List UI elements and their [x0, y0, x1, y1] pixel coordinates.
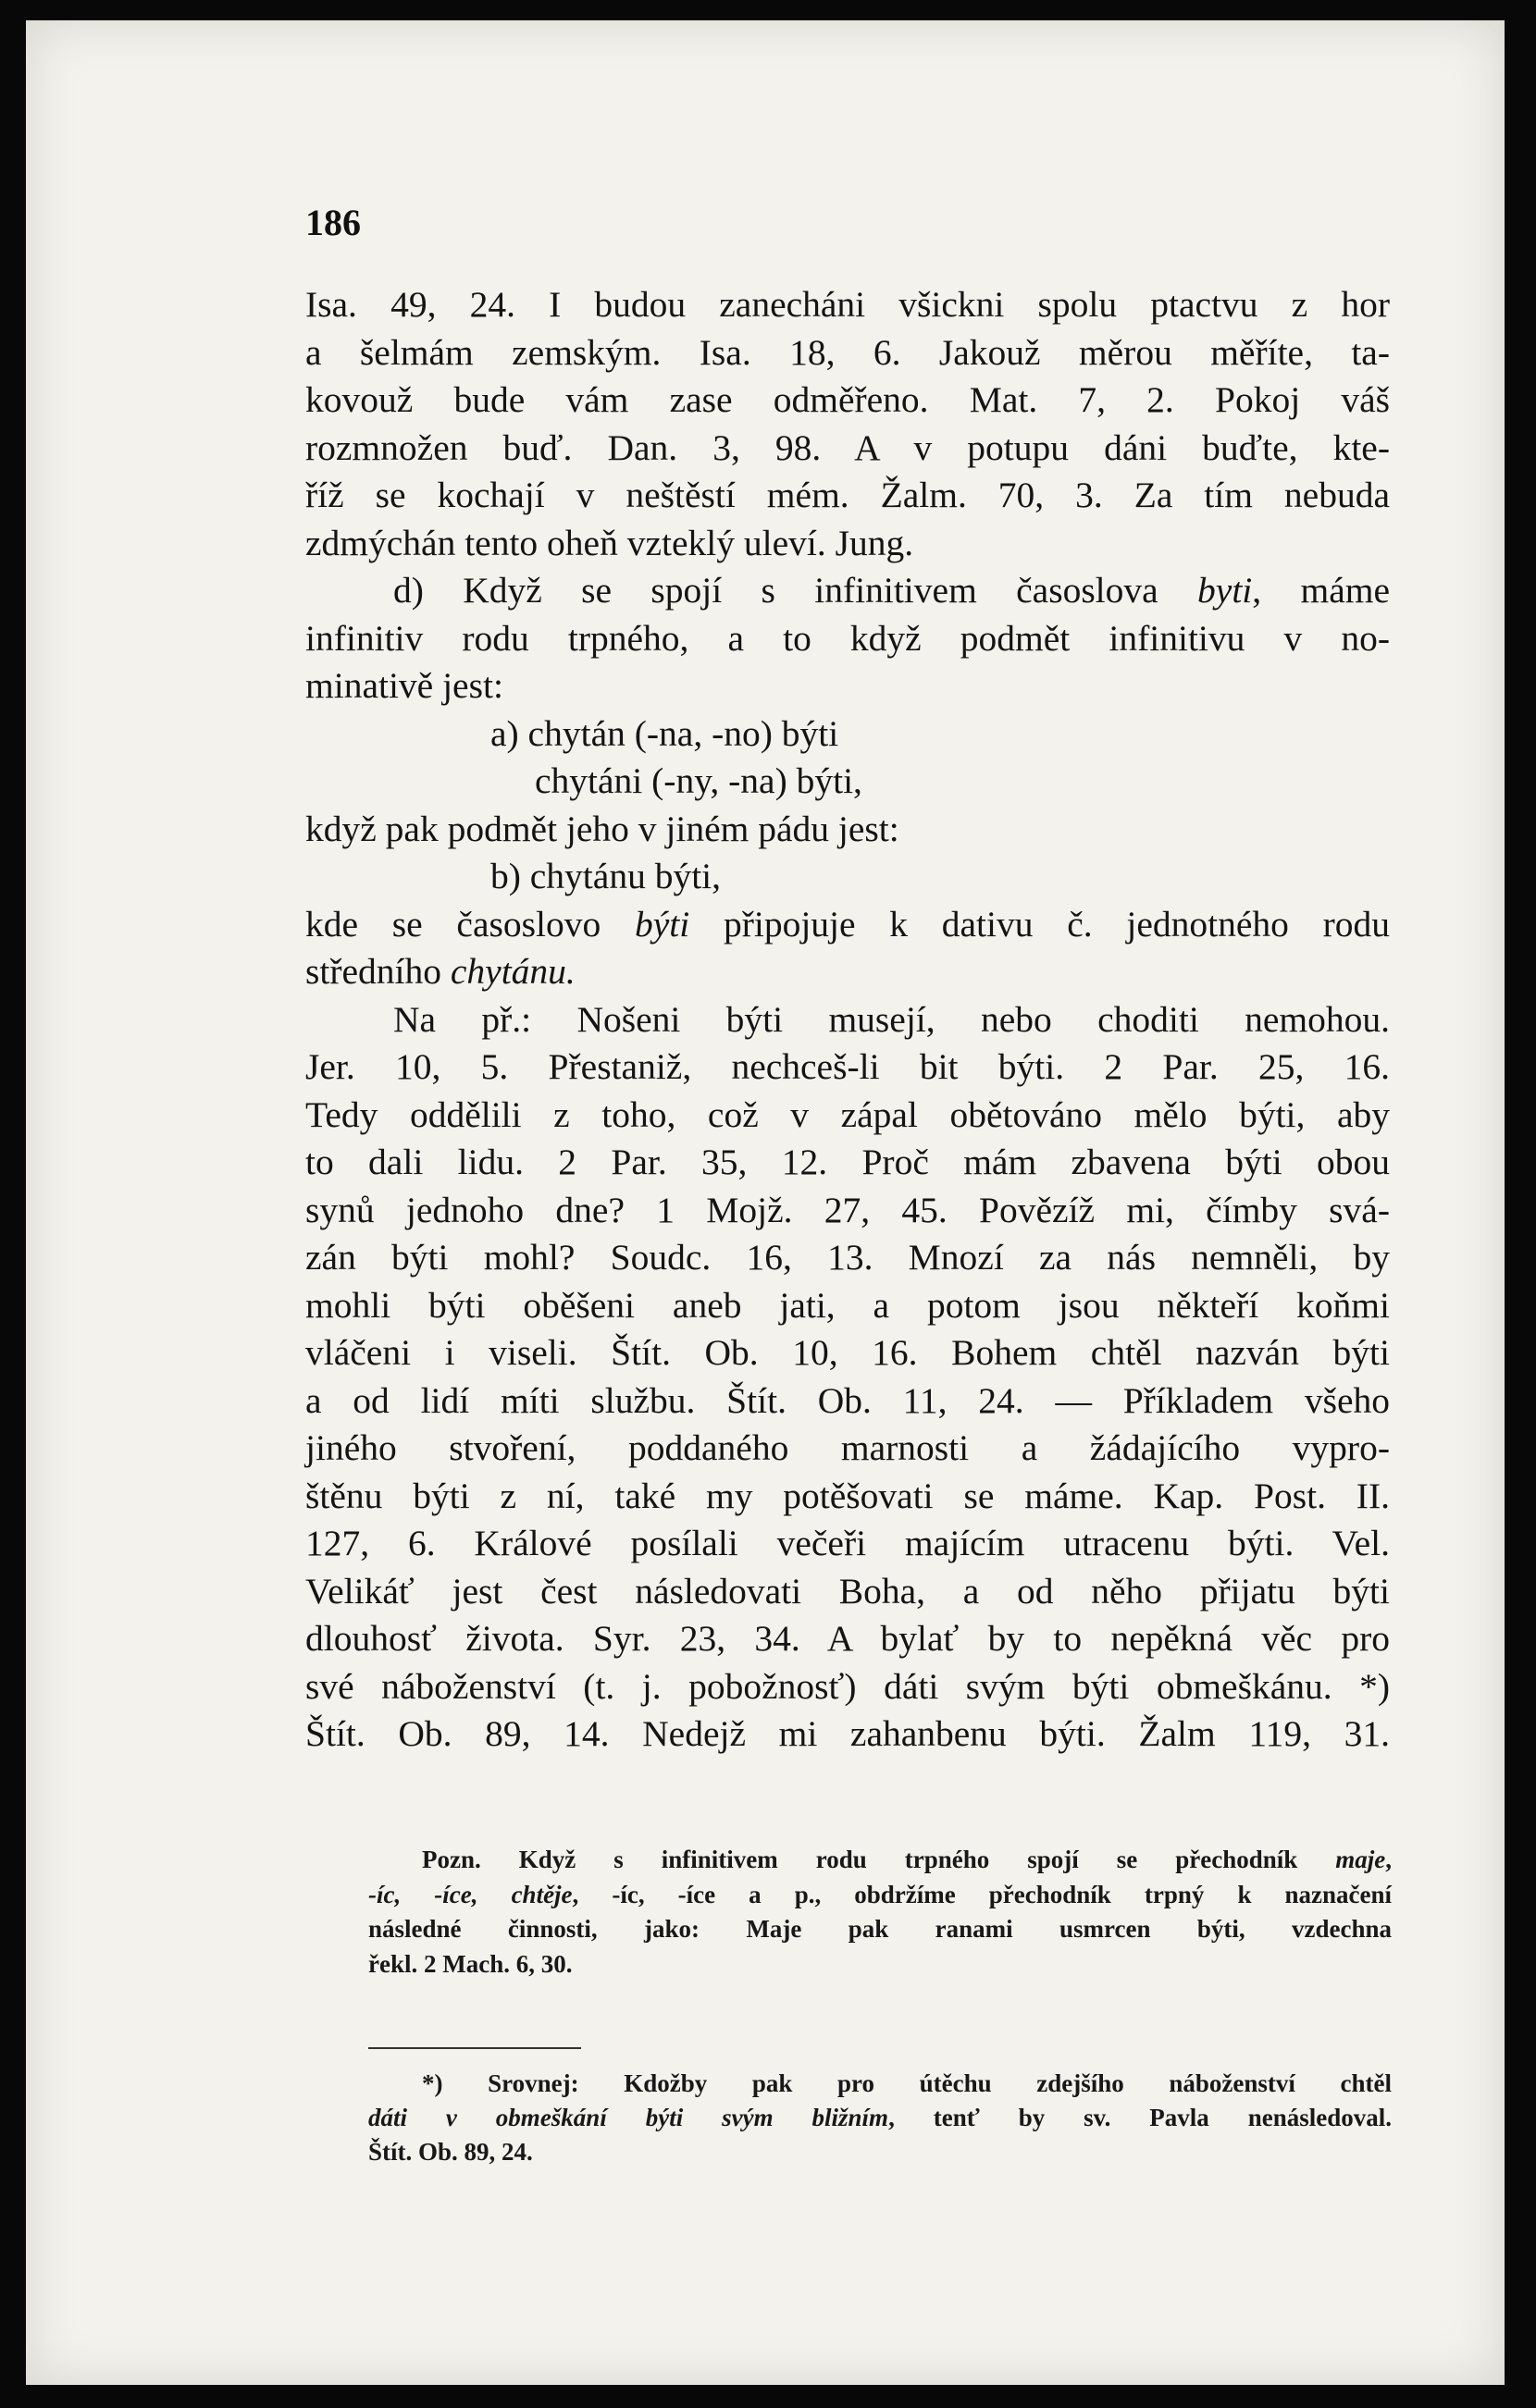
footnote-divider: [368, 2047, 581, 2049]
text-line: jiného stvoření, poddaného marnosti a žádajícího vypro-: [305, 1427, 1390, 1468]
text-line: Na př.: Nošeni býti musejí, nebo choditi nemohou.: [393, 998, 1390, 1040]
example-line: a) chytán (-na, -no) býti: [490, 712, 839, 754]
text-line: to dali lidu. 2 Par. 35, 12. Proč mám zbavena býti obou: [305, 1142, 1390, 1182]
example-line: chytáni (-ny, -na) býti,: [535, 760, 862, 801]
text-line: Isa. 49, 24. I budou zanecháni všickni spolu ptactvu z hor: [305, 284, 1390, 325]
italic-term: chtěje: [511, 1880, 573, 1908]
text-fragment: ,: [1385, 1846, 1393, 1873]
footnote-line: *) Srovnej: Kdožby pak pro útěchu zdejšího náboženství chtěl: [422, 2069, 1392, 2097]
example-line: b) chytánu býti,: [490, 856, 722, 896]
text-line: synů jednoho dne? 1 Mojž. 27, 45. Povězíž mi, čímby svá-: [305, 1189, 1390, 1230]
text-line: [305, 901, 1390, 949]
note-line: [368, 1843, 1392, 1878]
text-line: Jer. 10, 5. Přestaniž, nechceš-li bit býti. 2 Par. 25, 16.: [305, 1046, 1390, 1087]
italic-term: býti: [634, 903, 690, 945]
text-fragment: středního: [305, 951, 442, 992]
text-line: říž se kochají v neštěstí mém. Žalm. 70, 3. Za tím nebuda: [305, 475, 1390, 515]
text-line: dlouhosť života. Syr. 23, 34. A bylať by to nepěkná věc pro: [305, 1618, 1390, 1659]
main-text: [305, 281, 1390, 1759]
text-line: mohli býti oběšeni aneb jati, a potom jsou někteří koňmi: [305, 1284, 1390, 1326]
text-fragment: Pozn. Když s infinitivem rodu trpného spojí se přechodník: [422, 1846, 1298, 1873]
text-fragment: d) Když se spojí s infinitivem časoslova: [393, 570, 1158, 611]
text-line: rozmnožen buď. Dan. 3, 98. A v potupu dáni buďte, kte-: [305, 426, 1390, 468]
text-line: a šelmám zemským. Isa. 18, 6. Jakouž měrou měříte, ta-: [305, 331, 1390, 373]
text-line: vláčeni i viseli. Štít. Ob. 10, 16. Bohem chtěl nazván býti: [305, 1332, 1390, 1373]
italic-term: chytánu.: [450, 951, 576, 992]
footnote-line: [368, 2101, 1392, 2135]
text-line: kovouž bude vám zase odměřeno. Mat. 7, 2. Pokoj váš: [305, 379, 1390, 420]
italic-term: -íc, -íce,: [368, 1880, 478, 1908]
text-line: štěnu býti z ní, také my potěšovati se máme. Kap. Post. II.: [305, 1475, 1390, 1516]
text-line: 127, 6. Králové posílali večeři majícím utracenu býti. Vel.: [305, 1523, 1390, 1563]
text-line: [305, 567, 1390, 615]
note-line: [368, 1878, 1392, 1913]
note-line: následné činnosti, jako: Maje pak ranami usmrcen býti, vzdechna: [368, 1915, 1392, 1943]
footnote-line: Štít. Ob. 89, 24.: [368, 2138, 533, 2166]
footnote: [368, 2067, 1392, 2169]
text-line: minativě jest:: [305, 665, 503, 706]
text-line: a od lidí míti službu. Štít. Ob. 11, 24. — Příkladem všeho: [305, 1379, 1390, 1421]
text-line: zdmýchán tento oheň vzteklý uleví. Jung.: [305, 522, 914, 563]
note-line: řekl. 2 Mach. 6, 30.: [368, 1949, 573, 1978]
text-line: zán býti mohl? Soudc. 16, 13. Mnozí za nás nemněli, by: [305, 1237, 1390, 1278]
italic-term: dáti v obmeškání býti svým bližním: [368, 2104, 889, 2131]
text-fragment: připojuje k dativu č. jednotného rodu: [723, 903, 1391, 945]
book-page: [26, 20, 1505, 2385]
text-line: infinitiv rodu trpného, a to když podmět infinitivu v no-: [305, 617, 1390, 659]
remark-note: [368, 1843, 1392, 1982]
text-line: [305, 948, 1390, 996]
text-fragment: , máme: [1252, 570, 1391, 611]
text-fragment: kde se časoslovo: [305, 903, 601, 945]
text-line: Štít. Ob. 89, 14. Nedejž mi zahanbenu býti. Žalm 119, 31.: [305, 1713, 1390, 1754]
text-line: když pak podmět jeho v jiném pádu jest:: [305, 808, 899, 849]
text-line: své náboženství (t. j. pobožnosť) dáti svým býti obmeškánu. *): [305, 1665, 1390, 1707]
text-line: Velikáť jest čest následovati Boha, a od něho přijatu býti: [305, 1570, 1390, 1612]
text-line: Tedy oddělili z toho, což v zápal obětováno mělo býti, aby: [305, 1093, 1390, 1135]
text-fragment: , tenť by sv. Pavla nenásledoval.: [888, 2104, 1392, 2131]
italic-term: byti: [1197, 570, 1253, 611]
text-fragment: , -íc, -íce a p., obdržíme přechodník trpný k naznačení: [572, 1880, 1393, 1908]
page-number: 186: [305, 202, 361, 243]
italic-term: maje: [1335, 1846, 1386, 1873]
